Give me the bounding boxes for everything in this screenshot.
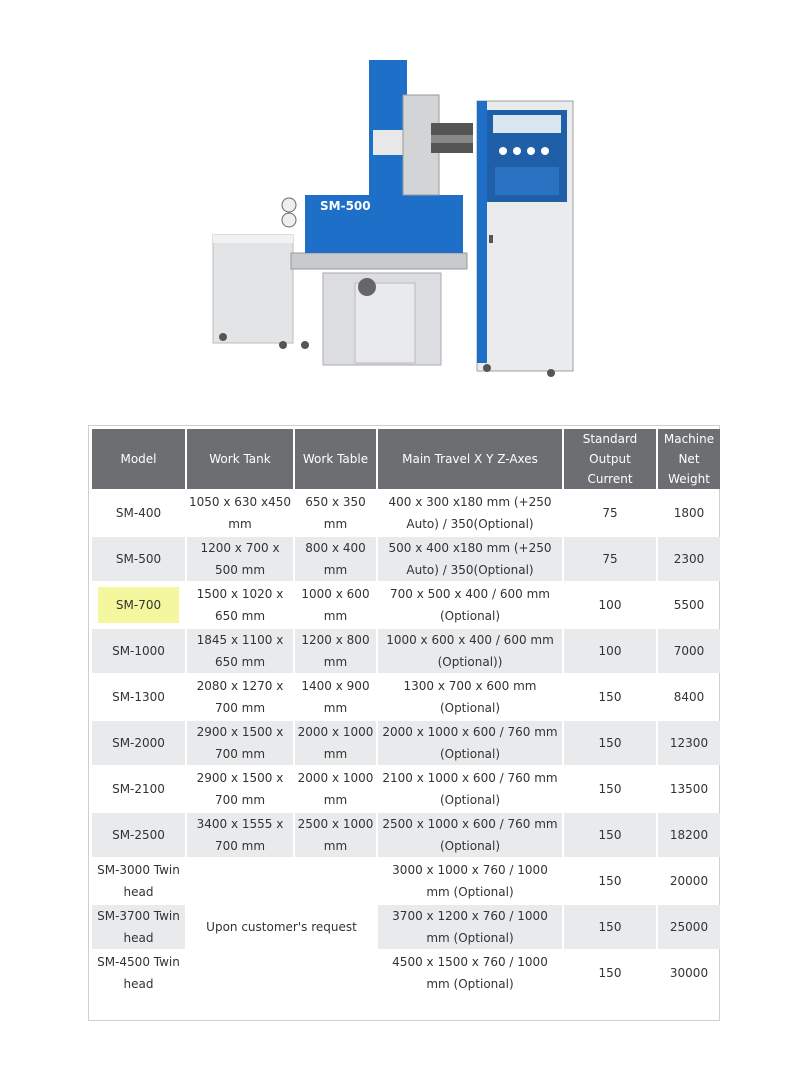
cell-model: SM-3700 Twin head [92,905,185,949]
cell-work-table: 1000 x 600 mm [301,587,370,623]
cell-weight: 7000 [658,629,720,673]
cell-work-tank: 1500 x 1020 x 650 mm [196,587,284,623]
cell-weight: 8400 [673,690,705,704]
header-work-table: Work Table [295,429,376,489]
cell-work-tank: 1050 x 630 x450 mm [189,495,291,531]
cell-model: SM-2100 [112,782,165,796]
cell-current: 150 [564,813,656,857]
table-row [92,491,720,535]
cell-main-travel: 4500 x 1500 x 760 / 1000 mm (Optional) [392,955,548,991]
cell-work-tank: 3400 x 1555 x 700 mm [187,813,293,857]
table-row [92,629,720,673]
cell-weight: 5500 [673,598,705,612]
cell-weight: 13500 [669,782,709,796]
table-row [92,721,720,765]
cell-main-travel: 500 x 400 x180 mm (+250 Auto) / 350(Optional) [378,537,562,581]
cell-weight: 30000 [669,966,709,980]
cell-work-table: 650 x 350 mm [305,495,366,531]
model-link-sm-700[interactable]: SM-700 [98,587,179,623]
cell-current: 150 [564,721,656,765]
cell-work-table: 2500 x 1000 mm [295,813,376,857]
cell-weight: 25000 [658,905,720,949]
cell-current: 100 [564,629,656,673]
cell-work-table: 1200 x 800 mm [295,629,376,673]
table-header-row [92,429,720,489]
header-output-current: Standard Output Current [564,429,656,489]
cell-model: SM-4500 Twin head [97,955,180,991]
table-row [92,813,720,857]
cell-work-tank: 2900 x 1500 x 700 mm [196,771,284,807]
cell-current: 150 [598,966,622,980]
cell-main-travel: 2100 x 1000 x 600 / 760 mm (Optional) [382,771,558,807]
cell-current: 150 [598,782,622,796]
edm-machine-image [205,55,595,390]
cell-work-table: 800 x 400 mm [295,537,376,581]
cell-model: SM-2500 [92,813,185,857]
cell-model: SM-400 [115,506,162,520]
cell-current: 100 [598,598,622,612]
cell-weight: 2300 [658,537,720,581]
header-work-tank: Work Tank [187,429,293,489]
spec-table-container [88,425,720,1021]
cell-weight: 12300 [658,721,720,765]
cell-main-travel: 2500 x 1000 x 600 / 760 mm (Optional) [378,813,562,857]
spec-table [90,427,722,997]
cell-weight: 1800 [673,506,705,520]
cell-main-travel: 400 x 300 x180 mm (+250 Auto) / 350(Optional) [388,495,552,531]
cell-main-travel: 1000 x 600 x 400 / 600 mm (Optional)) [378,629,562,673]
cell-main-travel: 3000 x 1000 x 760 / 1000 mm (Optional) [392,863,548,899]
cell-model: SM-1300 [112,690,165,704]
cell-current: 150 [598,690,622,704]
cell-work-table: 1400 x 900 mm [301,679,370,715]
cell-work-tank: 2900 x 1500 x 700 mm [187,721,293,765]
cell-current: 150 [598,874,622,888]
table-row [92,537,720,581]
cell-model: SM-1000 [92,629,185,673]
cell-weight: 18200 [658,813,720,857]
cell-current: 75 [564,537,656,581]
cell-weight: 20000 [669,874,709,888]
cell-model-highlighted[interactable] [92,583,185,627]
cell-main-travel: 700 x 500 x 400 / 600 mm (Optional) [390,587,550,623]
cell-merged-note: Upon customer's request [187,859,376,995]
cell-work-table: 2000 x 1000 mm [295,721,376,765]
cell-model: SM-2000 [92,721,185,765]
cell-current: 75 [602,506,618,520]
table-row [92,859,720,903]
cell-work-tank: 2080 x 1270 x 700 mm [196,679,284,715]
cell-current: 150 [564,905,656,949]
header-model: Model [92,429,185,489]
machine-label: SM-500 [320,199,371,213]
cell-work-table: 2000 x 1000 mm [297,771,374,807]
cell-main-travel: 2000 x 1000 x 600 / 760 mm (Optional) [378,721,562,765]
table-row [92,583,720,627]
header-main-travel: Main Travel X Y Z-Axes [378,429,562,489]
table-row [92,675,720,719]
header-net-weight: Machine Net Weight [658,429,720,489]
cell-main-travel: 1300 x 700 x 600 mm (Optional) [403,679,537,715]
table-row [92,767,720,811]
cell-model: SM-500 [92,537,185,581]
cell-main-travel: 3700 x 1200 x 760 / 1000 mm (Optional) [378,905,562,949]
cell-work-tank: 1845 x 1100 x 650 mm [187,629,293,673]
cell-work-tank: 1200 x 700 x 500 mm [187,537,293,581]
cell-model: SM-3000 Twin head [97,863,180,899]
